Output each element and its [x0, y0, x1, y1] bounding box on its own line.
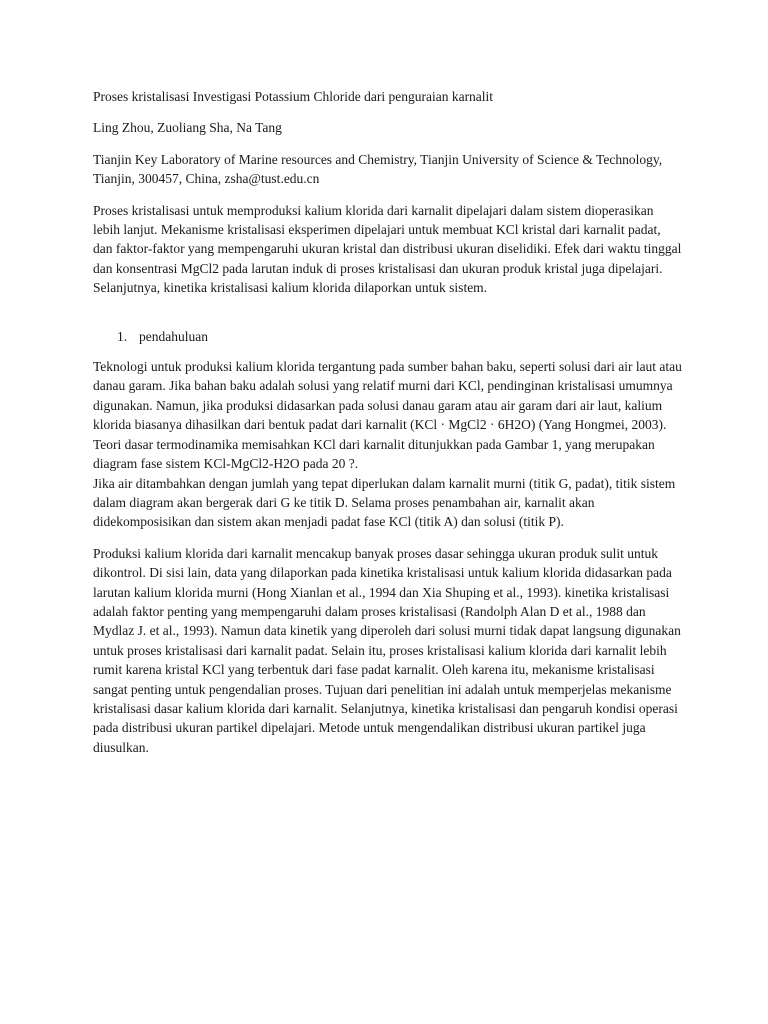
intro-paragraph-1 [93, 357, 683, 532]
author-list: Ling Zhou, Zuoliang Sha, Na Tang [93, 120, 282, 136]
section-heading [93, 327, 683, 346]
intro-paragraph-1-part-a: Teknologi untuk produksi kalium klorida tergantung pada sumber bahan baku, seperti solusi dari air laut atau danau garam. Jika bahan baku adalah solusi yang relatif murni dari KCl, pendinginan kristalisasi umumnya digunakan. Namun, jika produksi didasarkan pada solusi danau garam atau air garam dari air laut, kalium klorida biasanya dihasilkan dari bentuk padat dari karnalit (KCl · MgCl2 · 6H2O) (Yang Hongmei, 2003). [93, 359, 682, 433]
abstract: Proses kristalisasi untuk memproduksi kalium klorida dari karnalit dipelajari dalam sistem dioperasikan lebih lanjut. Mekanisme kristalisasi eksperimen dipelajari untuk membuat KCl kristal dari karnalit padat, dan faktor-faktor yang mempengaruhi ukuran kristal dan distribusi ukuran diselidiki. Efek dari waktu tinggal dan konsentrasi MgCl2 pada larutan induk di proses kristalisasi dan ukuran produk kristal juga dipelajari. Selanjutnya, kinetika kristalisasi kalium klorida dilaporkan untuk sistem. [93, 202, 682, 296]
document-body [93, 87, 683, 769]
intro-paragraph-1-part-c: Jika air ditambahkan dengan jumlah yang tepat diperlukan dalam karnalit murni (titik G, padat), titik sistem dalam diagram akan bergerak dari G ke titik D. Selama proses penambahan air, karnalit akan didekomposisikan dan sistem akan menjadi padat fase KCl (titik A) dan solusi (titik P). [93, 475, 676, 530]
intro-paragraph-2: Produksi kalium klorida dari karnalit mencakup banyak proses dasar sehingga ukuran produk sulit untuk dikontrol. Di sisi lain, data yang dilaporkan pada kinetika kristalisasi untuk kalium klorida didasarkan pada larutan kalium klorida murni (Hong Xianlan et al., 1994 dan Xia Shuping et al., 1993). kinetika kristalisasi adalah faktor penting yang mempengaruhi dalam proses kristalisasi (Randolph Alan D et al., 1988 dan Mydlaz J. et al., 1993). Namun data kinetik yang diperoleh dari solusi murni tidak dapat langsung digunakan untuk proses kristalisasi dari karnalit padat. Selain itu, proses kristalisasi kalium klorida dari karnalit lebih rumit karena kristal KCl yang terbentuk dari fase padat karnalit. Oleh karena itu, mekanisme kristalisasi sangat penting untuk pengendalian proses. Tujuan dari penelitian ini adalah untuk memperjelas mekanisme kristalisasi dasar kalium klorida dari karnalit. Selanjutnya, kinetika kristalisasi dan pengaruh kondisi operasi pada distribusi ukuran partikel dipelajari. Metode untuk mengendalikan distribusi ukuran partikel juga diusulkan. [93, 545, 681, 755]
section-number: 1. [117, 328, 128, 344]
intro-paragraph-1-part-b: Teori dasar termodinamika memisahkan KCl dari karnalit ditunjukkan pada Gambar 1, yang merupakan diagram fase sistem KCl-MgCl2-H2O pada 20 ?. [93, 436, 655, 472]
paper-title: Proses kristalisasi Investigasi Potassium Chloride dari penguraian karnalit [93, 89, 494, 104]
section-title: pendahuluan [139, 328, 208, 344]
affiliation: Tianjin Key Laboratory of Marine resources and Chemistry, Tianjin University of Science & Technology, Tianjin, 300457, China, zsha@tust.edu.cn [93, 151, 663, 187]
